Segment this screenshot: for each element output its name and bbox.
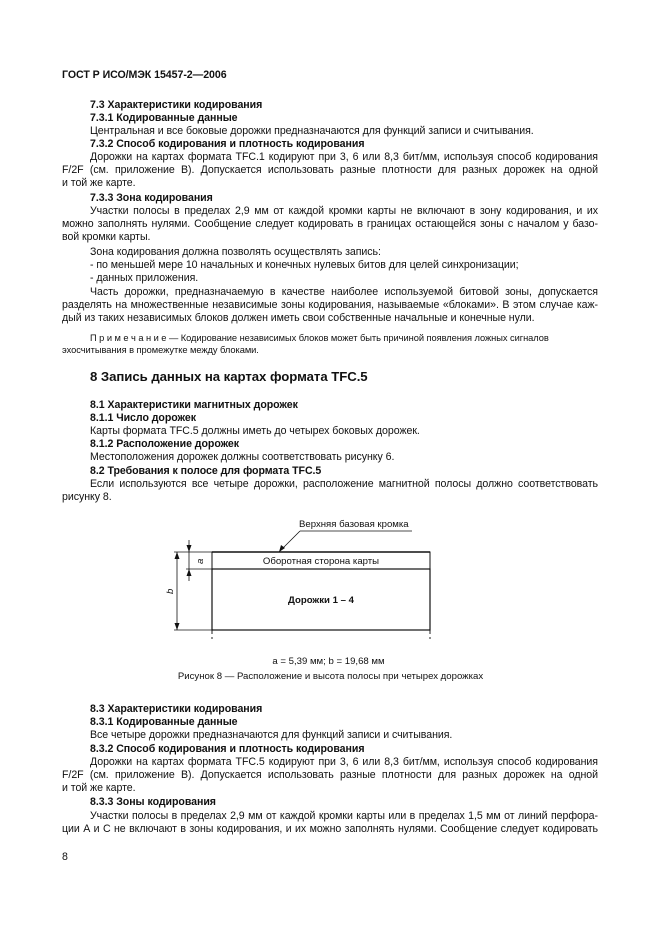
figure-dimensions: a = 5,39 мм; b = 19,68 мм: [272, 656, 385, 667]
paragraph-line: Дорожки на картах формата TFC.1 кодируют при 3, 6 или 8,3 бит/мм, используя способ кодирования: [90, 151, 598, 163]
section-8-title: 8 Запись данных на картах формата TFC.5: [90, 369, 368, 384]
arrowhead: [187, 569, 192, 576]
page-number: 8: [62, 851, 68, 863]
section-8-1-2-title: 8.1.2 Расположение дорожек: [90, 438, 240, 450]
note-line: эхосчитывания в промежутке между блоками.: [62, 345, 259, 355]
section-7-3-2-title: 7.3.2 Способ кодирования и плотность кодирования: [90, 138, 365, 150]
section-8-3-title: 8.3 Характеристики кодирования: [90, 703, 263, 715]
section-7-3-3-title: 7.3.3 Зона кодирования: [90, 192, 213, 204]
paragraph-line: F/2F (см. приложение B). Допускается использовать разные плотности для разных дорожек на одной: [62, 164, 598, 176]
dimension-b-label: b: [165, 588, 176, 594]
list-item: - данных приложения.: [90, 272, 199, 284]
tracks-label: Дорожки 1 – 4: [288, 595, 354, 606]
paragraph-line: рисунку 8.: [62, 491, 112, 503]
paragraph-line: разделять на множественные независимые зоны кодирования, называемые «блоками». В этом случае каж-: [62, 299, 598, 311]
arrowhead: [175, 623, 180, 630]
arrowhead: [187, 545, 192, 552]
dimension-a-label: a: [195, 558, 206, 564]
paragraph: Местоположения дорожек должны соответствовать рисунку 6.: [90, 451, 395, 463]
paragraph-line: вой кромки карты.: [62, 231, 151, 243]
paragraph-line: дый из таких независимых блоков должен иметь свои собственные начальные и конечные нули.: [62, 312, 535, 324]
paragraph-line: Часть дорожки, предназначаемую в качестве наиболее используемой битовой зоны, допускается: [90, 286, 598, 298]
paragraph-line: Если используются все четыре дорожки, расположение магнитной полосы должно соответствовать: [90, 478, 598, 490]
section-8-1-title: 8.1 Характеристики магнитных дорожек: [90, 399, 298, 411]
paragraph-line: Зона кодирования должна позволять осуществлять запись:: [90, 246, 381, 258]
section-8-3-3-title: 8.3.3 Зоны кодирования: [90, 796, 216, 808]
arrowhead: [175, 552, 180, 559]
section-7-3-title: 7.3 Характеристики кодирования: [90, 99, 263, 111]
paragraph: Карты формата TFC.5 должны иметь до четырех боковых дорожек.: [90, 425, 420, 437]
paragraph-line: Участки полосы в пределах 2,9 мм от каждой кромки карты или в пределах 1,5 мм от линий перфора-: [90, 810, 598, 822]
band-label: Оборотная сторона карты: [262, 556, 380, 567]
paragraph-line: и той же карте.: [62, 782, 136, 794]
list-item: - по меньшей мере 10 начальных и конечных нулевых битов для целей синхронизации;: [90, 259, 519, 271]
paragraph-line: ции А и С не включают в зоны кодирования, и их можно заполнять нулями. Сообщение следует кодировать: [62, 823, 598, 835]
paragraph-line: можно заполнять нулями. Сообщение следует кодировать в границах остающейся зоны с началом у базо-: [62, 218, 598, 230]
section-8-1-1-title: 8.1.1 Число дорожек: [90, 412, 196, 424]
section-8-2-title: 8.2 Требования к полосе для формата TFC.5: [90, 465, 322, 477]
paragraph-line: Дорожки на картах формата TFC.5 кодируют при 3, 6 или 8,3 бит/мм, используя способ кодирования: [90, 756, 598, 768]
leader-arrowhead: [279, 545, 285, 552]
section-8-3-1-title: 8.3.1 Кодированные данные: [90, 716, 238, 728]
top-edge-label: Верхняя базовая кромка: [299, 519, 409, 530]
note-label: П р и м е ч а н и е: [90, 333, 167, 343]
figure-caption: Рисунок 8 — Расположение и высота полосы при четырех дорожках: [177, 671, 484, 682]
paragraph-line: и той же карте.: [62, 177, 136, 189]
paragraph: Все четыре дорожки предназначаются для функций записи и считывания.: [90, 729, 453, 741]
paragraph-line: F/2F (см. приложение B). Допускается использовать разные плотности для разных дорожек на одной: [62, 769, 598, 781]
paragraph-line: Участки полосы в пределах 2,9 мм от каждой кромки карты не включают в зону кодирования, и их: [90, 205, 598, 217]
section-8-3-2-title: 8.3.2 Способ кодирования и плотность кодирования: [90, 743, 365, 755]
section-7-3-1-title: 7.3.1 Кодированные данные: [90, 112, 238, 124]
note-text: — Кодирование независимых блоков может быть причиной появления ложных сигналов: [168, 333, 549, 343]
document-code: ГОСТ Р ИСО/МЭК 15457-2—2006: [62, 69, 227, 81]
paragraph: Центральная и все боковые дорожки предназначаются для функций записи и считывания.: [90, 125, 534, 137]
